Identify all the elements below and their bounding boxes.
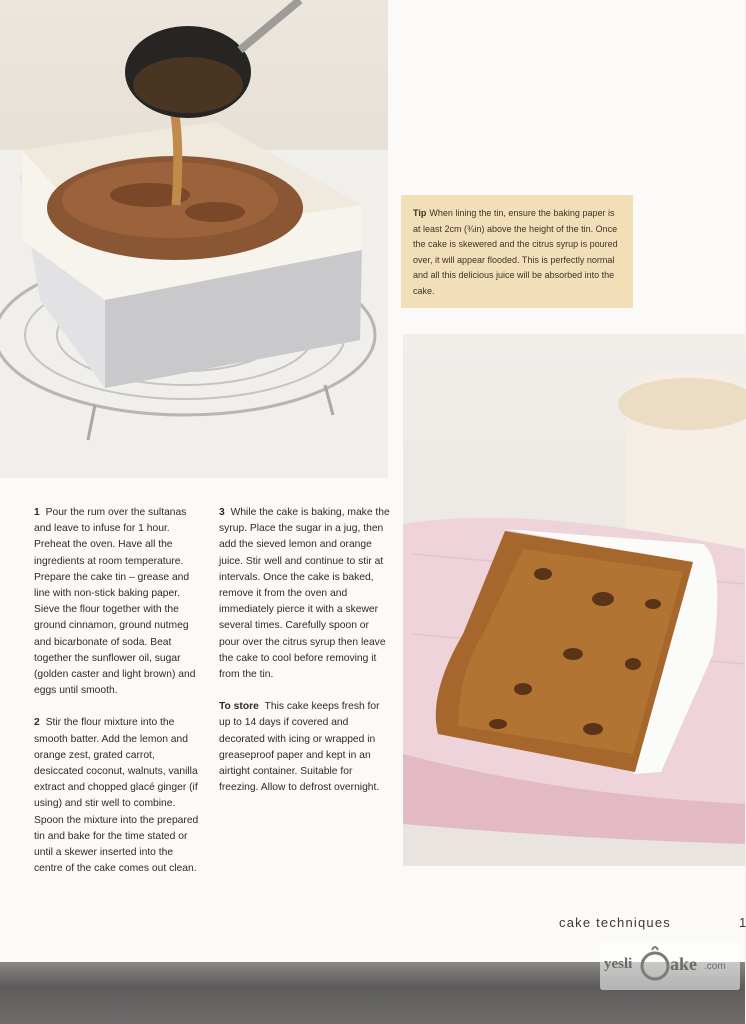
watermark-brand-left: yesli (604, 956, 633, 972)
page-number: 1 (739, 915, 746, 930)
photo-cake-slice (403, 334, 745, 866)
tip-text: When lining the tin, ensure the baking paper is at least 2cm (¾in) above the height of the tin. Once the cake is skewered and the citrus syrup is poured over, it will appear flooded. This is perfectly normal and all this delicious juice will be absorbed into the cake. (413, 208, 618, 296)
storage-note (219, 699, 391, 796)
section-footer: cake techniques (559, 915, 671, 930)
cake-slice-illustration (403, 334, 745, 866)
text-column-2 (219, 505, 391, 812)
step-number: 1 (34, 507, 40, 518)
step-2 (34, 715, 204, 877)
text-column-1 (34, 505, 204, 893)
storage-label: To store (219, 701, 259, 713)
step-number: 3 (219, 507, 225, 518)
step-text: Pour the rum over the sultanas and leave to infuse for 1 hour. Preheat the oven. Have all the ingredients at room temperature. Prepare the cake tin – grease and line with non-stick baking paper. Sieve the flour together with the ground cinnamon, ground nutmeg and bicarbonate of soda. Beat together the sunflower oil, sugar (golden caster and light brown) and eggs until smooth. (34, 507, 196, 697)
tip-box (401, 195, 633, 308)
step-number: 2 (34, 717, 40, 729)
watermark-logo (600, 942, 740, 990)
step-text: Stir the flour mixture into the smooth batter. Add the lemon and orange zest, grated carrot, desiccated coconut, walnuts, vanilla extract and chopped glacé ginger (if using) and stir well to combine. Spoon the mixture into the prepared tin and bake for the time stated or until a skewer inserted into the centre of the cake comes out clean. (34, 717, 199, 875)
photo-syrup-pour (0, 0, 388, 478)
watermark-brand-domain: .com (704, 961, 726, 972)
step-3 (219, 505, 391, 683)
syrup-pour-illustration (0, 0, 388, 478)
watermark-brand-cake: ake (670, 954, 697, 974)
step-1 (34, 505, 204, 699)
storage-text: This cake keeps fresh for up to 14 days if covered and decorated with icing or wrapped in greaseproof paper and kept in an airtight container. Suitable for freezing. Allow to defrost overnight. (219, 701, 380, 794)
tip-label: Tip (413, 208, 427, 218)
step-text: While the cake is baking, make the syrup. Place the sugar in a jug, then add the sieved lemon and orange juice. Stir well and continue to stir at intervals. Once the cake is baked, remove it from the oven and immediately pierce it with a skewer several times. Carefully spoon or pour over the citrus syrup then leave the cake to cool before removing it from the tin. (219, 507, 390, 681)
